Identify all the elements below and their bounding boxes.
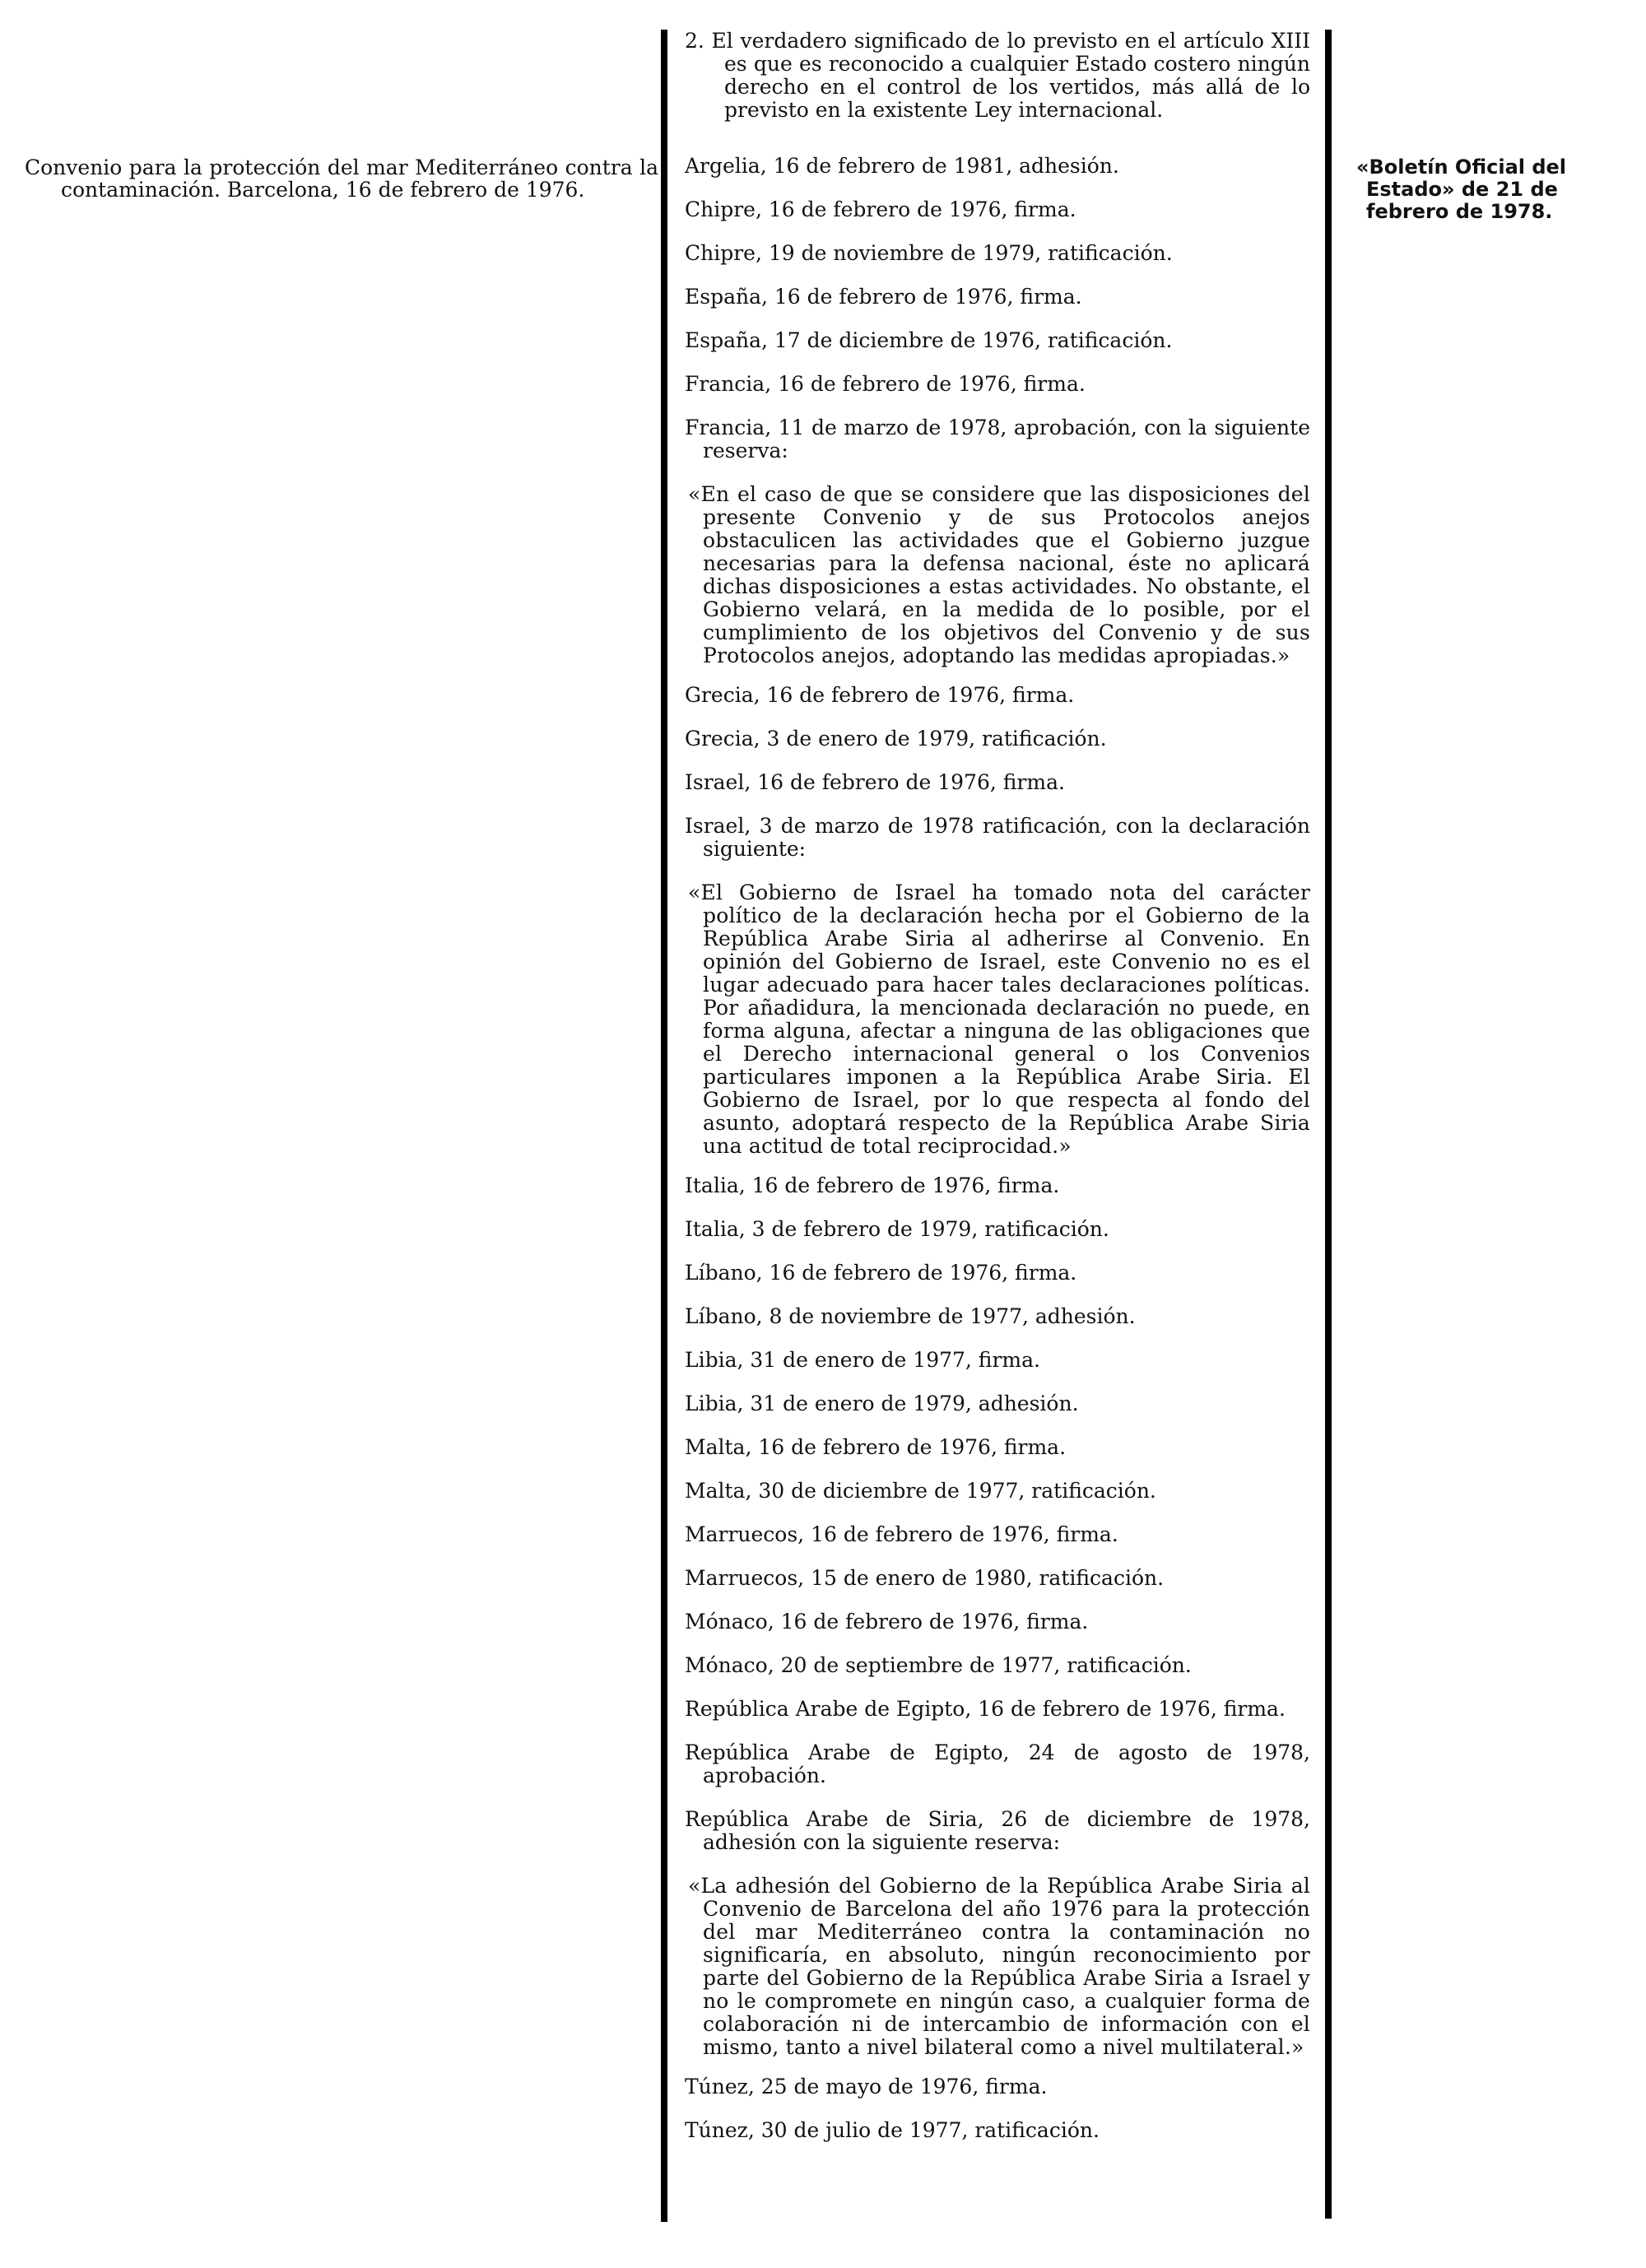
publication-reference-column (1350, 156, 1638, 223)
status-entry: Túnez, 25 de mayo de 1976, firma. (685, 2075, 1048, 2098)
status-entry: Francia, 16 de febrero de 1976, firma. (685, 372, 1086, 396)
reservation-quote-siria: «La adhesión del Gobierno de la República Arabe Siria al Convenio de Barcelona del año 1976 para la protección del mar Mediterráneo contra la contaminación no significaría, en absoluto, ningún reconocimiento por parte del Gobierno de la República Arabe Siria a Israel y no le compromete en ningún caso, a cualquier forma de colaboración ni de intercambio de información con el mismo, tanto a nivel bilateral como a nivel multilateral.» (688, 1874, 1310, 2059)
status-entry: España, 17 de diciembre de 1976, ratificación. (685, 328, 1173, 352)
status-entry: República Arabe de Egipto, 24 de agosto de 1978, aprobación. (685, 1741, 1310, 1787)
treaty-title: Convenio para la protección del mar Mediterráneo contra la contaminación. Barcelona, 16 de febrero de 1976. (25, 156, 658, 202)
reservation-quote-francia: «En el caso de que se considere que las disposiciones del presente Convenio y de sus Protocolos anejos obstaculicen las actividades que el Gobierno juzgue necesarias para la defensa nacional, éste no aplicará dichas disposiciones a estas actividades. No obstante, el Gobierno velará, en la medida de lo posible, por el cumplimiento de los objetivos del Convenio y de sus Protocolos anejos, adoptando las medidas apropiadas.» (688, 482, 1310, 667)
status-entry: Túnez, 30 de julio de 1977, ratificación. (685, 2118, 1100, 2142)
status-entry: Malta, 16 de febrero de 1976, firma. (685, 1435, 1067, 1459)
status-entry: Chipre, 19 de noviembre de 1979, ratificación. (685, 241, 1173, 265)
status-entry: Israel, 16 de febrero de 1976, firma. (685, 770, 1065, 794)
status-entry: Líbano, 16 de febrero de 1976, firma. (685, 1261, 1077, 1285)
status-entry: Marruecos, 15 de enero de 1980, ratificación. (685, 1566, 1165, 1590)
declaration-quote-israel: «El Gobierno de Israel ha tomado nota del carácter político de la declaración hecha por el Gobierno de la República Arabe Siria al adherirse al Convenio. En opinión del Gobierno de Israel, este Convenio no es el lugar adecuado para hacer tales declaraciones políticas. Por añadidura, la mencionada declaración no puede, en forma alguna, afectar a ninguna de las obligaciones que el Derecho internacional general o los Convenios particulares imponen a la República Arabe Siria. El Gobierno de Israel, por lo que respecta al fondo del asunto, adoptará respecto de la República Arabe Siria una actitud de total reciprocidad.» (688, 881, 1310, 1158)
status-entry: Mónaco, 20 de septiembre de 1977, ratificación. (685, 1653, 1192, 1677)
status-entry: Italia, 16 de febrero de 1976, firma. (685, 1174, 1060, 1197)
status-entry: Italia, 3 de febrero de 1979, ratificación. (685, 1217, 1109, 1241)
status-entry: Mónaco, 16 de febrero de 1976, firma. (685, 1610, 1089, 1634)
status-entry: Malta, 30 de diciembre de 1977, ratificación. (685, 1479, 1156, 1503)
status-entry: República Arabe de Siria, 26 de diciembre de 1978, adhesión con la siguiente reserva: (685, 1807, 1310, 1854)
status-entry: Francia, 11 de marzo de 1978, aprobación, con la siguiente reserva: (685, 416, 1310, 462)
status-entry: Líbano, 8 de noviembre de 1977, adhesión. (685, 1304, 1136, 1328)
status-entry: Grecia, 16 de febrero de 1976, firma. (685, 683, 1075, 707)
status-entry: Marruecos, 16 de febrero de 1976, firma. (685, 1522, 1118, 1546)
boe-reference: «Boletín Oficial del Estado» de 21 de febrero de 1978. (1356, 156, 1567, 223)
column-divider-left (661, 30, 667, 2222)
status-entry: Grecia, 3 de enero de 1979, ratificación. (685, 727, 1107, 751)
status-entry: Libia, 31 de enero de 1979, adhesión. (685, 1392, 1079, 1415)
interpretive-declaration-paragraph: 2. El verdadero significado de lo previsto en el artículo XIII es que es reconocido a cualquier Estado costero ningún derecho en el control de los vertidos, más allá de lo previsto en la existente Ley internacional. (685, 29, 1310, 122)
status-entry: Libia, 31 de enero de 1977, firma. (685, 1348, 1040, 1372)
status-entry: República Arabe de Egipto, 16 de febrero de 1976, firma. (685, 1697, 1286, 1721)
status-entry: Chipre, 16 de febrero de 1976, firma. (685, 198, 1076, 221)
status-column (685, 30, 1310, 2163)
column-divider-right (1325, 30, 1332, 2219)
status-entry: Israel, 3 de marzo de 1978 ratificación, con la declaración siguiente: (685, 814, 1310, 861)
status-entry: España, 16 de febrero de 1976, firma. (685, 285, 1082, 309)
treaty-title-column (25, 156, 658, 201)
status-entry: Argelia, 16 de febrero de 1981, adhesión. (685, 154, 1119, 178)
